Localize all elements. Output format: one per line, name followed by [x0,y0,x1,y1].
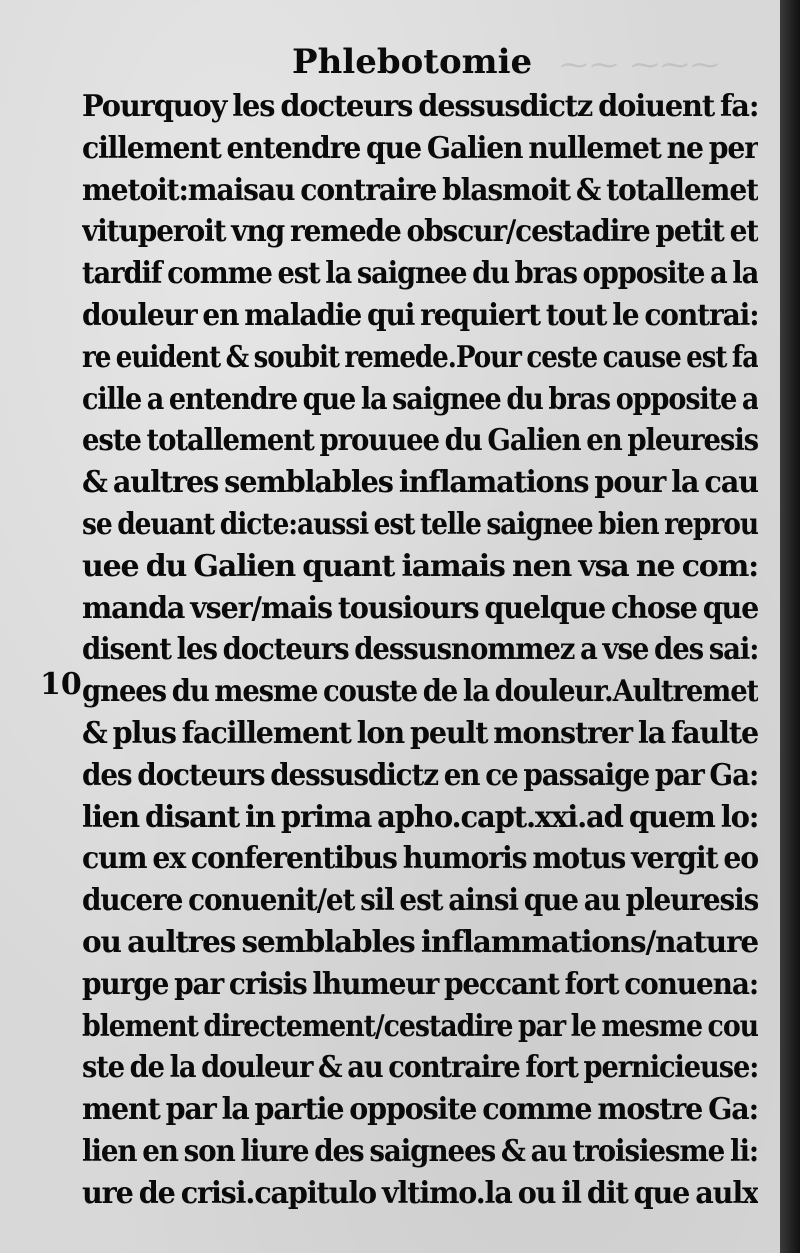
text-line: & plus facillement lon peult monstrer la faulte [82,715,759,751]
text-line: purge par crisis lhumeur peccant fort conuena: [82,966,758,1002]
text-line: cillement entendre que Galien nullemet ne per [82,130,758,166]
text-line: lien disant in prima apho.capt.xxi.ad quem lo: [82,799,759,835]
text-line: tardif comme est la saignee du bras opposite a la [82,256,759,292]
text-line: & aultres semblables inflamations pour la cau [82,465,759,501]
text-line: metoit:maisau contraire blasmoit & totallemet [82,172,759,208]
text-line: Pourquoy les docteurs dessusdictz doiuent fa: [82,89,759,124]
text-line: se deuant dicte:aussi est telle saignee bien reprou [82,506,759,542]
text-line: vituperoit vng remede obscur/cestadire petit et [82,214,758,250]
running-head: Phlebotomie [292,42,533,82]
text-line: gnees du mesme couste de la douleur.Aultremet [82,674,758,710]
body-text [82,86,758,1215]
text-line: ducere conuenit/et sil est ainsi que au pleuresis [82,883,758,919]
text-line: cille a entendre que la saignee du bras opposite a [82,381,758,417]
text-line: douleur en maladie qui requiert tout le contrai: [82,297,759,333]
text-line: blement directement/cestadire par le mesme cou [82,1008,759,1044]
text-line: cum ex conferentibus humoris motus vergit eo [82,841,758,877]
text-line: uee du Galien quant iamais nen vsa ne com: [82,548,758,584]
show-through-text: ⁓⁓ ⁓⁓⁓ [560,48,721,81]
text-line: ure de crisi.capitulo vltimo.la ou il dit que aulx [82,1175,758,1211]
text-line: re euident & soubit remede.Pour ceste cause est fa [82,339,759,375]
text-line: des docteurs dessusdictz en ce passaige par Ga: [82,757,759,793]
text-line: ment par la partie opposite comme mostre Ga: [82,1092,759,1128]
text-line: ste de la douleur & au contraire fort pernicieuse: [82,1050,758,1086]
text-line: disent les docteurs dessusnommez a vse des sai: [82,632,759,668]
margin-line-number: 10 [40,667,82,702]
text-line: lien en son liure des saignees & au troisiesme li: [82,1133,759,1169]
text-line: este totallement prouuee du Galien en pleuresis [82,423,758,459]
text-line: manda vser/mais tousiours quelque chose que [82,590,758,626]
book-gutter [780,0,800,1253]
text-line: ou aultres semblables inflammations/nature [82,924,759,960]
